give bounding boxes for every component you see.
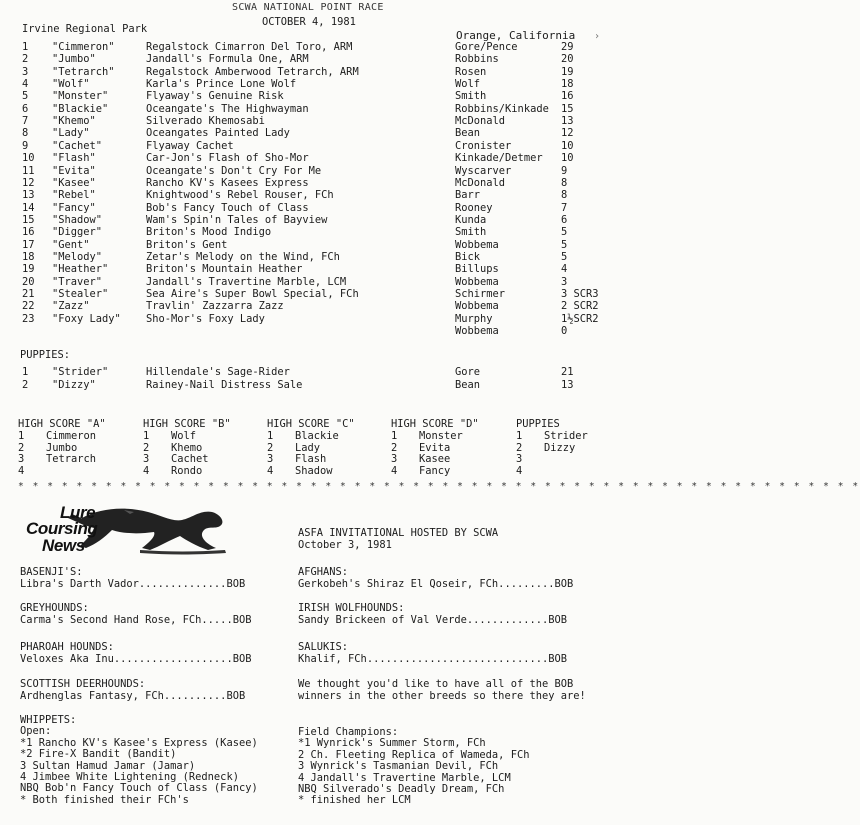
breed-winner: Sandy Brickeen of Val Verde.............BOB (298, 614, 567, 626)
high-score-heading: HIGH SCORE "D" (391, 418, 479, 430)
logo-line1: Lure (60, 503, 96, 522)
owner-name: Robbins/Kinkade (455, 102, 549, 115)
owner-name: Cronister (455, 139, 512, 152)
call-name: "Cimmeron" (52, 41, 115, 53)
rank-number: 10 (22, 152, 35, 165)
points: 13 (561, 115, 574, 128)
standing-row (0, 301, 637, 313)
placement-number: 2 (391, 441, 398, 454)
call-name: "Dizzy" (52, 378, 96, 391)
call-name: "Strider" (52, 366, 109, 378)
high-score-entry (143, 466, 209, 478)
call-name: "Zazz" (52, 300, 90, 313)
breed-winner-afghan (298, 567, 573, 591)
rank-number: 23 (22, 312, 35, 325)
owner-name: Wobbema (455, 275, 499, 288)
dog-name: Silverado Khemosabi (146, 115, 265, 128)
dog-name: Flyaway Cachet (146, 139, 234, 152)
standing-row (0, 104, 637, 116)
rank-number: 8 (22, 127, 29, 140)
placement-number: 3 (391, 453, 398, 466)
points: 5 (561, 238, 568, 251)
standing-row (0, 79, 637, 91)
standing-row (0, 141, 637, 153)
call-name: "Melody" (52, 250, 103, 263)
dog-name: Knightwood's Rebel Rouser, FCh (146, 189, 334, 202)
breed-winner: Khalif, FCh.............................BOB (298, 653, 567, 665)
dog-name: Car-Jon's Flash of Sho-Mor (146, 152, 309, 165)
owner-name: Kunda (455, 213, 487, 226)
rank-number: 13 (22, 189, 35, 202)
rank-number: 12 (22, 176, 35, 189)
dog-name: Briton's Gent (146, 238, 228, 251)
owner-name: Gore/Pence (455, 41, 518, 53)
points: 6 (561, 213, 568, 226)
placement-number: 3 (516, 453, 523, 466)
breed-winner-deerhound (20, 679, 245, 703)
whippets-open-label: Open: (20, 725, 52, 738)
dog-call-name: Monster (419, 430, 463, 442)
dog-call-name: Shadow (295, 465, 333, 478)
high-score-entry (516, 454, 588, 466)
owner-name: Kinkade/Detmer (455, 152, 543, 165)
owner-name: Bean (455, 127, 481, 140)
race-title: SCWA NATIONAL POINT RACE (232, 2, 384, 13)
call-name: "Lady" (52, 127, 90, 140)
owner-name: Wyscarver (455, 164, 512, 177)
high-score-entry (391, 466, 463, 478)
standing-row (0, 277, 637, 289)
call-name: "Flash" (52, 152, 96, 165)
high-score-entry (516, 466, 588, 478)
standing-row (0, 128, 637, 140)
dog-name: Oceangate's Don't Cry For Me (146, 164, 322, 177)
dog-call-name: Jumbo (46, 441, 78, 454)
rank-number: 20 (22, 275, 35, 288)
standing-row (0, 252, 637, 264)
lure-coursing-news-logo (20, 500, 240, 558)
owner-name: McDonald (455, 176, 506, 189)
rank-number: 19 (22, 263, 35, 276)
dog-call-name: Cimmeron (46, 430, 97, 442)
whippets-section (20, 714, 258, 806)
points: 0 (561, 325, 568, 338)
rank-number: 1 (22, 41, 29, 53)
points: 29 (561, 41, 574, 53)
high-score-entry (516, 443, 588, 455)
call-name: "Kasee" (52, 176, 96, 189)
dog-call-name: Lady (295, 441, 321, 454)
dog-call-name: Fancy (419, 465, 451, 478)
dog-name: Jandall's Travertine Marble, LCM (146, 275, 347, 288)
placement-number: 1 (18, 430, 25, 442)
high-score-entry (18, 454, 96, 466)
owner-name: Smith (455, 90, 487, 103)
rank-number: 2 (22, 53, 29, 66)
field-champions-label: Field Champions: (298, 726, 399, 738)
breed-name: PHAROAH HOUNDS: (20, 641, 114, 653)
dog-name: Rainey-Nail Distress Sale (146, 378, 303, 391)
breed-winner: Libra's Darth Vador..............BOB (20, 578, 246, 590)
owner-name: Smith (455, 226, 487, 239)
points: 4 (561, 263, 568, 276)
placement-number: 1 (267, 430, 274, 442)
points: 15 (561, 102, 574, 115)
dog-name: Flyaway's Genuine Risk (146, 90, 284, 103)
rank-number: 5 (22, 90, 29, 103)
placement-number: 2 (267, 441, 274, 454)
placement-number: 2 (18, 441, 25, 454)
whippet-entry: 4 Jimbee White Lightening (Redneck) (20, 770, 239, 783)
star-divider: * * * * * * * * * * * * * * * * * * * * * * * * * * * * * * * * * * * * * * * * * * * * * * * * * * * * * * * * * * (18, 481, 860, 492)
points: 13 (561, 378, 574, 391)
call-name: "Traver" (52, 275, 103, 288)
city-name: Orange, California (456, 29, 576, 42)
owner-name: Robbins (455, 53, 499, 66)
breed-winner-saluki (298, 642, 567, 666)
whippet-entry: * Both finished their FCh's (20, 793, 189, 806)
owner-name: Wobbema (455, 238, 499, 251)
points: 3 SCR3 (561, 288, 599, 300)
owner-name: Rooney (455, 201, 493, 214)
standing-row (0, 240, 637, 252)
points: 21 (561, 366, 574, 378)
call-name: "Heather" (52, 263, 109, 276)
puppy-row (0, 367, 637, 379)
placement-number: 4 (391, 465, 398, 478)
standing-row (0, 190, 637, 202)
dog-call-name: Blackie (295, 430, 339, 442)
whippet-entry: NBQ Bob'n Fancy Touch of Class (Fancy) (20, 782, 258, 795)
points: 16 (561, 90, 574, 103)
call-name: "Stealer" (52, 288, 109, 300)
whippets-label: WHIPPETS: (20, 714, 77, 726)
high-score-entry (267, 466, 339, 478)
rank-number: 16 (22, 226, 35, 239)
placement-number: 4 (267, 465, 274, 478)
race-date: OCTOBER 4, 1981 (262, 16, 356, 28)
breed-winner: Carma's Second Hand Rose, FCh.....BOB (20, 614, 252, 626)
note-line2: winners in the other breeds so there they are! (298, 690, 586, 702)
call-name: "Evita" (52, 164, 96, 177)
placement-number: 3 (143, 453, 150, 466)
high-score-list (391, 431, 463, 478)
dog-name: Bob's Fancy Touch of Class (146, 201, 309, 214)
standing-row (0, 67, 637, 79)
standing-row (0, 54, 637, 66)
whippet-entry: 3 Sultan Hamud Jamar (Jamar) (20, 759, 196, 772)
points: 19 (561, 65, 574, 78)
field-champion-entry: 4 Jandall's Travertine Marble, LCM (298, 771, 511, 784)
call-name: "Foxy Lady" (52, 312, 121, 325)
rank-number: 14 (22, 201, 35, 214)
owner-name: Bean (455, 378, 481, 391)
dog-name: Briton's Mountain Heather (146, 263, 303, 276)
breed-winner-irish-wolfhound (298, 603, 567, 627)
points: 7 (561, 201, 568, 214)
owner-name: Wobbema (455, 325, 499, 338)
breed-name: SCOTTISH DEERHOUNDS: (20, 678, 146, 690)
whippet-entry: *1 Rancho KV's Kasee's Express (Kasee) (20, 736, 258, 749)
dog-call-name: Tetrarch (46, 453, 97, 466)
field-champion-entry: 2 Ch. Fleeting Replica of Wameda, FCh (298, 748, 530, 761)
park-name: Irvine Regional Park (22, 23, 148, 35)
high-score-heading: HIGH SCORE "A" (18, 418, 106, 430)
breed-winner: Veloxes Aka Inu...................BOB (20, 653, 252, 665)
field-champion-entry: * finished her LCM (298, 794, 411, 807)
standing-row (0, 289, 637, 301)
owner-name: Gore (455, 366, 481, 378)
dog-name: Regalstock Cimarron Del Toro, ARM (146, 41, 353, 53)
points: 20 (561, 53, 574, 66)
puppy-row (0, 380, 637, 392)
call-name: "Khemo" (52, 115, 96, 128)
call-name: "Shadow" (52, 213, 103, 226)
rank-number: 3 (22, 65, 29, 78)
owner-name: Bick (455, 250, 481, 263)
high-score-list (267, 431, 339, 478)
dog-name: Hillendale's Sage-Rider (146, 366, 290, 378)
breed-name: SALUKIS: (298, 641, 349, 653)
dog-call-name: Cachet (171, 453, 209, 466)
rank-number: 18 (22, 250, 35, 263)
rank-number: 15 (22, 213, 35, 226)
dog-name: Wam's Spin'n Tales of Bayview (146, 213, 328, 226)
points: 9 (561, 164, 568, 177)
breed-winner-greyhound (20, 603, 251, 627)
call-name: "Digger" (52, 226, 103, 239)
points: 8 (561, 176, 568, 189)
dog-name: Karla's Prince Lone Wolf (146, 78, 297, 91)
standing-row (0, 116, 637, 128)
owner-name: Murphy (455, 312, 493, 325)
dog-call-name: Flash (295, 453, 327, 466)
placement-number: 4 (18, 465, 25, 478)
rank-number: 7 (22, 115, 29, 128)
call-name: "Rebel" (52, 189, 96, 202)
breed-name: GREYHOUNDS: (20, 602, 89, 614)
owner-name: Schirmer (455, 288, 506, 300)
points: 1½SCR2 (561, 312, 599, 325)
dog-name: Jandall's Formula One, ARM (146, 53, 309, 66)
dog-name: Briton's Mood Indigo (146, 226, 272, 239)
dog-name: Oceangate's The Highwayman (146, 102, 309, 115)
rank-number: 1 (22, 366, 29, 378)
owner-name: Wolf (455, 78, 481, 91)
note (298, 679, 586, 703)
placement-number: 2 (516, 441, 523, 454)
call-name: "Blackie" (52, 102, 109, 115)
breed-winner-basenji (20, 567, 245, 591)
points: 12 (561, 127, 574, 140)
high-score-entry (18, 466, 96, 478)
dog-name: Sea Aire's Super Bowl Special, FCh (146, 288, 359, 300)
standing-row (0, 203, 637, 215)
placement-number: 4 (143, 465, 150, 478)
whippet-entry: *2 Fire-X Bandit (Bandit) (20, 748, 177, 761)
field-champion-entry: *1 Wynrick's Summer Storm, FCh (298, 737, 486, 750)
rank-number: 17 (22, 238, 35, 251)
breed-winner: Ardhenglas Fantasy, FCh..........BOB (20, 690, 246, 702)
dog-name: Sho-Mor's Foxy Lady (146, 312, 265, 325)
dog-call-name: Kasee (419, 453, 451, 466)
placement-number: 2 (143, 441, 150, 454)
rank-number: 22 (22, 300, 35, 313)
call-name: "Gent" (52, 238, 90, 251)
high-score-heading: PUPPIES (516, 418, 560, 430)
points: 3 (561, 275, 568, 288)
breed-winner-pharoah (20, 642, 251, 666)
dog-name: Regalstock Amberwood Tetrarch, ARM (146, 65, 359, 78)
logo-line2: Coursing (26, 519, 98, 538)
standing-row (0, 227, 637, 239)
field-champion-entry: NBQ Silverado's Deadly Dream, FCh (298, 782, 505, 795)
call-name: "Wolf" (52, 78, 90, 91)
call-name: "Tetrarch" (52, 65, 115, 78)
placement-number: 1 (391, 430, 398, 442)
owner-name: Wobbema (455, 300, 499, 313)
field-champions-section (298, 726, 530, 807)
dog-call-name: Rondo (171, 465, 203, 478)
high-score-heading: HIGH SCORE "C" (267, 418, 355, 430)
standing-row (0, 91, 637, 103)
owner-name: Barr (455, 189, 481, 202)
standing-row (0, 314, 637, 326)
standing-row (0, 42, 637, 54)
dog-call-name: Dizzy (544, 441, 576, 454)
rank-number: 4 (22, 78, 29, 91)
high-score-list (18, 431, 96, 478)
points: 5 (561, 226, 568, 239)
points: 18 (561, 78, 574, 91)
dog-name: Oceangates Painted Lady (146, 127, 290, 140)
breed-name: IRISH WOLFHOUNDS: (298, 602, 405, 614)
dog-call-name: Strider (544, 430, 588, 442)
dog-name: Rancho KV's Kasees Express (146, 176, 309, 189)
points: 2 SCR2 (561, 300, 599, 313)
asfa-date: October 3, 1981 (298, 539, 392, 551)
standing-row (0, 153, 637, 165)
standing-row (0, 326, 637, 338)
placement-number: 1 (143, 430, 150, 442)
dog-call-name: Khemo (171, 441, 203, 454)
points: 10 (561, 152, 574, 165)
call-name: "Fancy" (52, 201, 96, 214)
dog-call-name: Evita (419, 441, 451, 454)
rank-number: 2 (22, 378, 29, 391)
placement-number: 1 (516, 430, 523, 442)
corner-mark: › (594, 31, 601, 42)
rank-number: 21 (22, 288, 35, 300)
high-score-heading: HIGH SCORE "B" (143, 418, 231, 430)
rank-number: 9 (22, 139, 29, 152)
call-name: "Monster" (52, 90, 109, 103)
breed-name: AFGHANS: (298, 566, 349, 578)
asfa-title: ASFA INVITATIONAL HOSTED BY SCWA (298, 527, 499, 539)
placement-number: 4 (516, 465, 523, 478)
placement-number: 3 (267, 453, 274, 466)
placement-number: 3 (18, 453, 25, 466)
points: 10 (561, 139, 574, 152)
high-score-list (143, 431, 209, 478)
standing-row (0, 264, 637, 276)
call-name: "Jumbo" (52, 53, 96, 66)
note-line1: We thought you'd like to have all of the BOB (298, 678, 574, 690)
standing-row (0, 166, 637, 178)
logo-line3: News (42, 536, 85, 555)
owner-name: Rosen (455, 65, 487, 78)
puppies-label: PUPPIES: (20, 349, 71, 361)
field-champion-entry: 3 Wynrick's Tasmanian Devil, FCh (298, 760, 499, 773)
owner-name: McDonald (455, 115, 506, 128)
standing-row (0, 215, 637, 227)
points: 8 (561, 189, 568, 202)
dog-call-name: Wolf (171, 430, 197, 442)
dog-name: Travlin' Zazzarra Zazz (146, 300, 284, 313)
high-score-list (516, 431, 588, 478)
owner-name: Billups (455, 263, 499, 276)
standing-row (0, 178, 637, 190)
rank-number: 6 (22, 102, 29, 115)
call-name: "Cachet" (52, 139, 103, 152)
breed-name: BASENJI'S: (20, 566, 83, 578)
dog-name: Zetar's Melody on the Wind, FCh (146, 250, 340, 263)
breed-winner: Gerkobeh's Shiraz El Qoseir, FCh.........BOB (298, 578, 574, 590)
rank-number: 11 (22, 164, 35, 177)
points: 5 (561, 250, 568, 263)
